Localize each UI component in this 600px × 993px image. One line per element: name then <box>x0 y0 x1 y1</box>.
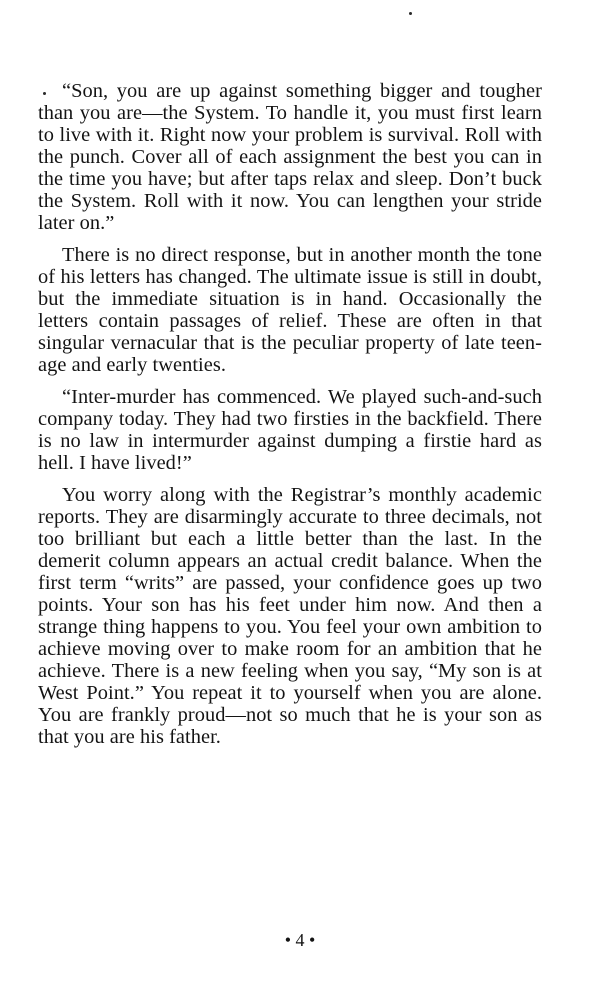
paragraph-4: You worry along with the Registrar’s monthly academic reports. They are disarmingly accurate to three decimals, not too brilliant but each a little better than the last. In the demerit column appears an actual credit balance. When the first term “writs” are passed, your confidence goes up two points. Your son has his feet under him now. And then a strange thing happens to you. You feel your own ambition to achieve moving over to make room for an ambition that he achieve. There is a new feeling when you say, “My son is at West Point.” You repeat it to yourself when you are alone. You are frankly proud—not so much that he is your son as that you are his father. <box>38 484 542 748</box>
paragraph-3: “Inter-murder has commenced. We played such-and-such company today. They had two firsties in the backfield. There is no law in intermurder against dumping a firstie hard as hell. I have lived!” <box>38 386 542 474</box>
page-number: • 4 • <box>284 930 316 950</box>
paragraph-1: “Son, you are up against something bigger and tougher than you are—the System. To handle it, you must first learn to live with it. Right now your problem is survival. Roll with the punch. Cover all of each assignment the best you can in the time you have; but after taps relax and sleep. Don’t buck the System. Roll with it now. You can lengthen your stride later on.” <box>38 80 542 234</box>
ink-speck <box>409 12 412 15</box>
document-page <box>38 80 542 758</box>
paragraph-2: There is no direct response, but in another month the tone of his letters has changed. The ultimate issue is still in doubt, but the immediate situation is in hand. Occasionally the letters contain passages of relief. These are often in that singular vernacular that is the peculiar property of late teen-age and early twenties. <box>38 244 542 376</box>
